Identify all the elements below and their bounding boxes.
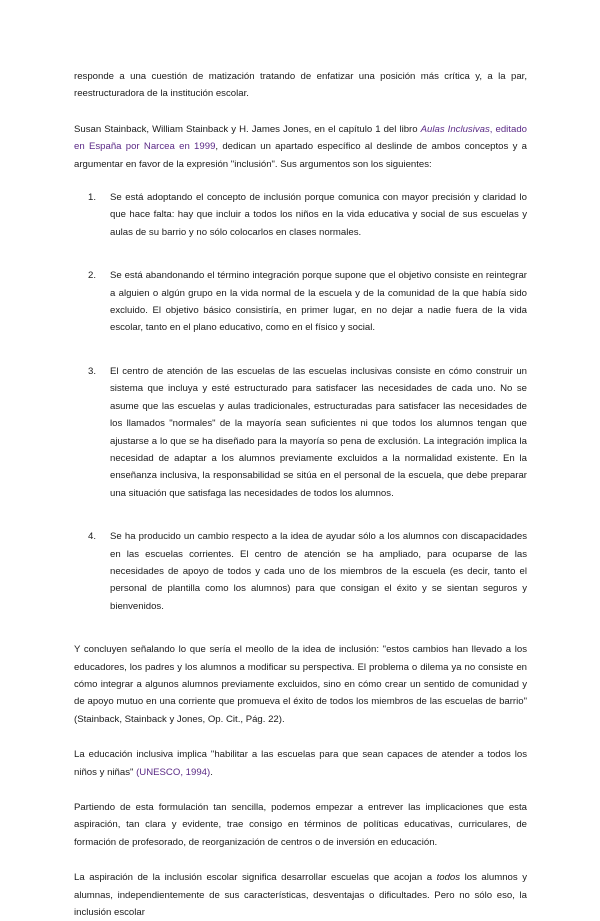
paragraph-implications: Partiendo de esta formulación tan sencilla, podemos empezar a entrever las implicaciones que esta aspiración, tan clara y evidente, trae consigo en términos de políticas educativas, curriculares, de formación de profesorado, de reorganización de centros o de inversión en educación. (74, 802, 527, 848)
list-item-text: Se está adoptando el concepto de inclusión porque comunica con mayor precisión y claridad lo que hace falta: hay que incluir a todos los niños en la vida educativa y social de sus escuelas y aulas de su barrio y no sólo colocarlos en clases normales. (110, 192, 527, 238)
paragraph-authors (74, 121, 527, 173)
arguments-list (74, 189, 527, 615)
list-item-number: 4. (88, 531, 97, 543)
paragraph-aspiration (74, 869, 527, 921)
unesco-text-b: . (210, 766, 213, 778)
list-item-text: El centro de atención de las escuelas de las escuelas inclusivas consiste en cómo construir un sistema que incluya y esté estructurado para satisfacer las necesidades de cada uno. No se asume que las escuelas y aulas tradicionales, estructuradas para satisfacer las necesidades de los llamados "normales" de la mayoría sean suficientes ni que todos los alumnos tengan que ajustarse a lo que se ha diseñado para la mayoría so pena de exclusión. La integración implica la necesidad de adaptar a los alumnos previamente excluidos a la normalidad existente. En la enseñanza inclusiva, la responsabilidad se sitúa en el personal de la escuela, que debe preparar una situación que satisfaga las necesidades de todos los alumnos. (110, 365, 527, 499)
list-item-number: 1. (88, 192, 97, 204)
paragraph-continuation: responde a una cuestión de matización tratando de enfatizar una posición más crítica y, a la par, reestructuradora de la institución escolar. (74, 71, 527, 100)
list-item (74, 528, 527, 615)
publisher-link[interactable]: , editado en España por Narcea en 1999 (74, 123, 527, 153)
list-item (74, 267, 527, 337)
document-page (74, 68, 527, 921)
authors-text-b: , dedican un apartado específico al deslinde de ambos conceptos y a argumentar en favor de la expresión "inclusión". Sus argumentos son los siguientes: (74, 141, 528, 170)
aspiration-text-b: los alumnos y alumnas, independientemente de sus características, desventajas o dificultades. Pero no sólo eso, la inclusión escolar (74, 872, 527, 919)
list-item-number: 2. (88, 270, 97, 282)
list-item-text: Se está abandonando el término integración porque supone que el objetivo consiste en reintegrar a alguien o algún grupo en la vida normal de la escuela y de la comunidad de la que había sido excluido. El objetivo básico consistiría, en primer lugar, en no dejar a nadie fuera de la vida escolar, tanto en el plano educativo, como en el físico y social. (110, 270, 527, 334)
unesco-text-a: La educación inclusiva implica "habilitar a las escuelas para que sean capaces de atender a todos los niños y niñas" (74, 749, 527, 778)
book-title-link[interactable]: Aulas Inclusivas (420, 123, 490, 135)
paragraph-conclusion: Y concluyen señalando lo que sería el meollo de la idea de inclusión: "estos cambios han llevado a los educadores, los padres y los alumnos a modificar su perspectiva. El problema o dilema ya no consiste en cómo integrar a algunos alumnos previamente excluidos, sino en cómo crear un sentido de comunidad y de apoyo mutuo en una corriente que promueva el éxito de todos los miembros de las escuelas de barrio" (Stainback, Stainback y Jones, Op. Cit., Pág. 22). (74, 644, 527, 725)
list-item (74, 189, 527, 241)
paragraph-unesco (74, 746, 527, 781)
list-item-number: 3. (88, 365, 97, 377)
list-item-text: Se ha producido un cambio respecto a la idea de ayudar sólo a los alumnos con discapacidades en las escuelas corrientes. El centro de atención se ha ampliado, para ocuparse de las necesidades de apoyo de todos y cada uno de los miembros de la escuela (es decir, tanto el personal de plantilla como los alumnos) para que consigan el éxito y se sientan seguros y bienvenidos. (110, 531, 527, 612)
unesco-citation-link[interactable]: (UNESCO, 1994) (136, 766, 211, 778)
aspiration-text-a: La aspiración de la inclusión escolar significa desarrollar escuelas que acojan a (74, 872, 437, 884)
aspiration-emphasis: todos (436, 872, 461, 884)
list-item (74, 363, 527, 502)
authors-text-a: Susan Stainback, William Stainback y H. James Jones, en el capítulo 1 del libro (74, 123, 421, 135)
